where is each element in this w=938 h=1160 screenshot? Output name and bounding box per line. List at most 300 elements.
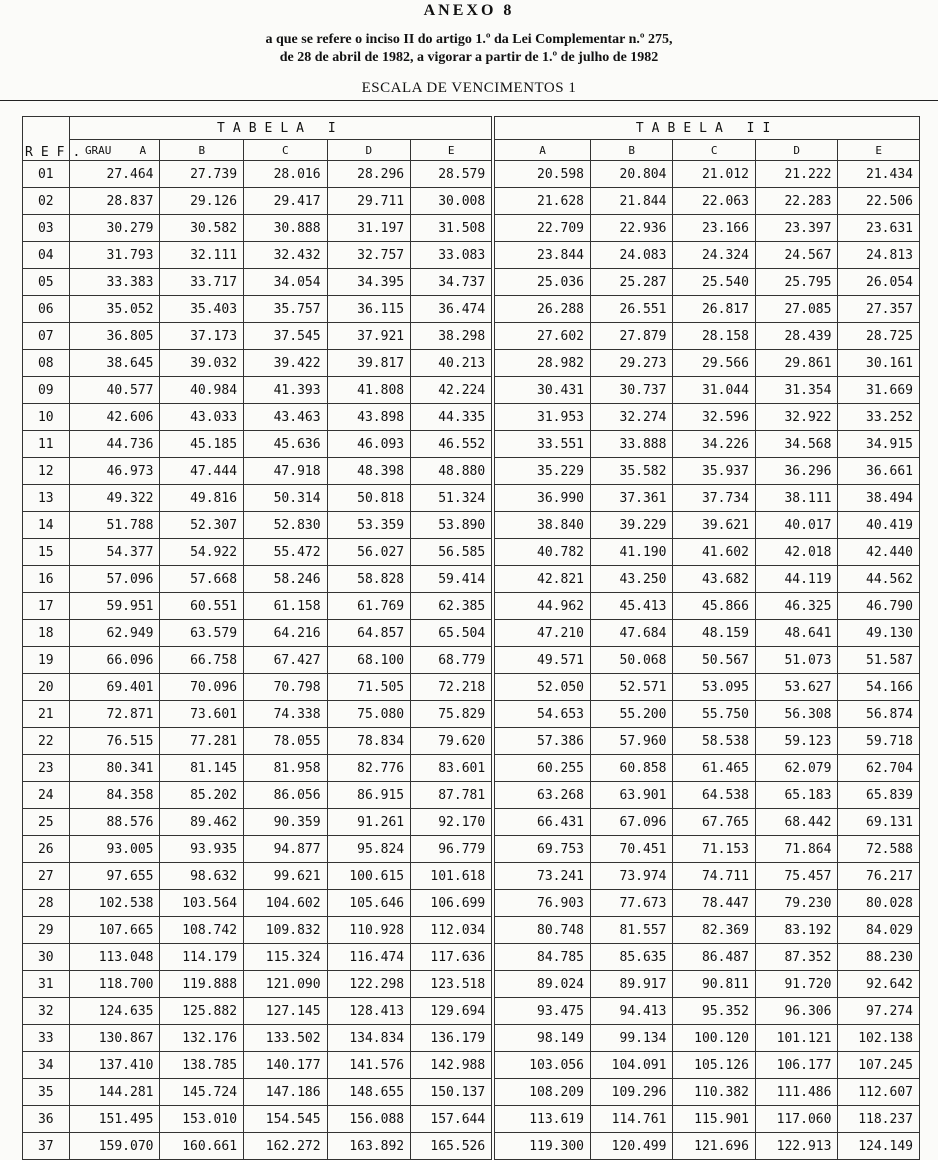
value-cell-t2-d: 21.222 — [755, 161, 837, 188]
table-row — [23, 1025, 920, 1052]
value-cell-t2-e: 97.274 — [838, 998, 920, 1025]
value-cell-t1-d: 148.655 — [327, 1079, 411, 1106]
ref-cell: 16 — [23, 566, 70, 593]
value-cell-t2-d: 122.913 — [755, 1133, 837, 1160]
value-cell-t1-c: 140.177 — [244, 1052, 328, 1079]
grau-label: GRAU — [84, 143, 112, 157]
value-cell-t2-d: 32.922 — [755, 404, 837, 431]
table-row — [23, 566, 920, 593]
escala-heading: ESCALA DE VENCIMENTOS 1 — [361, 80, 577, 96]
value-cell-t2-a: 69.753 — [493, 836, 590, 863]
value-cell-t1-e: 150.137 — [411, 1079, 494, 1106]
ref-cell: 02 — [23, 188, 70, 215]
value-cell-t2-c: 90.811 — [673, 971, 755, 998]
header-rule — [0, 100, 938, 101]
value-cell-t2-d: 83.192 — [755, 917, 837, 944]
value-cell-t1-c: 90.359 — [244, 809, 328, 836]
value-cell-t2-e: 22.506 — [838, 188, 920, 215]
value-cell-t1-a: 40.577 — [69, 377, 160, 404]
value-cell-t1-a: 72.871 — [69, 701, 160, 728]
value-cell-t2-d: 25.795 — [755, 269, 837, 296]
value-cell-t1-a: 159.070 — [69, 1133, 160, 1160]
value-cell-t1-c: 147.186 — [244, 1079, 328, 1106]
tabela-1-header: TABELA I — [69, 117, 493, 140]
value-cell-t1-b: 153.010 — [160, 1106, 244, 1133]
value-cell-t1-a: 31.793 — [69, 242, 160, 269]
value-cell-t1-d: 105.646 — [327, 890, 411, 917]
value-cell-t2-b: 21.844 — [590, 188, 672, 215]
ref-cell: 12 — [23, 458, 70, 485]
value-cell-t1-d: 50.818 — [327, 485, 411, 512]
table-row — [23, 674, 920, 701]
ref-cell: 21 — [23, 701, 70, 728]
value-cell-t2-d: 68.442 — [755, 809, 837, 836]
col-header-t1-b: B — [160, 140, 244, 161]
value-cell-t1-b: 70.096 — [160, 674, 244, 701]
value-cell-t2-d: 111.486 — [755, 1079, 837, 1106]
value-cell-t2-e: 44.562 — [838, 566, 920, 593]
value-cell-t1-c: 41.393 — [244, 377, 328, 404]
value-cell-t1-b: 89.462 — [160, 809, 244, 836]
value-cell-t2-d: 62.079 — [755, 755, 837, 782]
value-cell-t1-a: 38.645 — [69, 350, 160, 377]
value-cell-t1-c: 104.602 — [244, 890, 328, 917]
ref-cell: 03 — [23, 215, 70, 242]
value-cell-t2-c: 29.566 — [673, 350, 755, 377]
value-cell-t2-c: 71.153 — [673, 836, 755, 863]
value-cell-t1-a: 151.495 — [69, 1106, 160, 1133]
value-cell-t2-e: 27.357 — [838, 296, 920, 323]
value-cell-t2-e: 54.166 — [838, 674, 920, 701]
value-cell-t1-d: 134.834 — [327, 1025, 411, 1052]
value-cell-t2-d: 22.283 — [755, 188, 837, 215]
value-cell-t1-e: 59.414 — [411, 566, 494, 593]
ref-cell: 29 — [23, 917, 70, 944]
value-cell-t2-c: 110.382 — [673, 1079, 755, 1106]
value-cell-t2-a: 28.982 — [493, 350, 590, 377]
ref-cell: 06 — [23, 296, 70, 323]
value-cell-t1-c: 32.432 — [244, 242, 328, 269]
value-cell-t1-c: 37.545 — [244, 323, 328, 350]
value-cell-t2-c: 58.538 — [673, 728, 755, 755]
value-cell-t1-a: 118.700 — [69, 971, 160, 998]
table-row — [23, 161, 920, 188]
value-cell-t1-a: 62.949 — [69, 620, 160, 647]
value-cell-t1-b: 81.145 — [160, 755, 244, 782]
value-cell-t1-d: 78.834 — [327, 728, 411, 755]
value-cell-t2-c: 39.621 — [673, 512, 755, 539]
value-cell-t1-b: 33.717 — [160, 269, 244, 296]
value-cell-t1-b: 47.444 — [160, 458, 244, 485]
value-cell-t2-d: 42.018 — [755, 539, 837, 566]
value-cell-t1-e: 65.504 — [411, 620, 494, 647]
value-cell-t1-a: 59.951 — [69, 593, 160, 620]
value-cell-t1-d: 75.080 — [327, 701, 411, 728]
value-cell-t1-c: 64.216 — [244, 620, 328, 647]
value-cell-t2-e: 46.790 — [838, 593, 920, 620]
value-cell-t1-e: 165.526 — [411, 1133, 494, 1160]
value-cell-t2-b: 50.068 — [590, 647, 672, 674]
value-cell-t1-a: 54.377 — [69, 539, 160, 566]
value-cell-t2-e: 80.028 — [838, 890, 920, 917]
table-row — [23, 863, 920, 890]
value-cell-t1-d: 41.808 — [327, 377, 411, 404]
value-cell-t2-d: 75.457 — [755, 863, 837, 890]
value-cell-t1-e: 62.385 — [411, 593, 494, 620]
value-cell-t1-b: 119.888 — [160, 971, 244, 998]
value-cell-t1-a: 76.515 — [69, 728, 160, 755]
ref-cell: 37 — [23, 1133, 70, 1160]
value-cell-t2-d: 51.073 — [755, 647, 837, 674]
value-cell-t2-d: 48.641 — [755, 620, 837, 647]
value-cell-t2-d: 40.017 — [755, 512, 837, 539]
value-cell-t1-e: 157.644 — [411, 1106, 494, 1133]
value-cell-t1-d: 31.197 — [327, 215, 411, 242]
value-cell-t1-b: 77.281 — [160, 728, 244, 755]
tabela-2-header: TABELA II — [493, 117, 919, 140]
value-cell-t2-a: 103.056 — [493, 1052, 590, 1079]
value-cell-t2-e: 62.704 — [838, 755, 920, 782]
value-cell-t2-d: 36.296 — [755, 458, 837, 485]
value-cell-t2-e: 76.217 — [838, 863, 920, 890]
value-cell-t2-b: 47.684 — [590, 620, 672, 647]
value-cell-t1-e: 51.324 — [411, 485, 494, 512]
value-cell-t2-c: 86.487 — [673, 944, 755, 971]
table-row — [23, 512, 920, 539]
value-cell-t1-e: 33.083 — [411, 242, 494, 269]
value-cell-t1-e: 117.636 — [411, 944, 494, 971]
ref-cell: 13 — [23, 485, 70, 512]
value-cell-t2-c: 82.369 — [673, 917, 755, 944]
value-cell-t2-a: 20.598 — [493, 161, 590, 188]
value-cell-t2-d: 87.352 — [755, 944, 837, 971]
ref-cell: 05 — [23, 269, 70, 296]
value-cell-t1-a: 84.358 — [69, 782, 160, 809]
table-row — [23, 1052, 920, 1079]
col-header-t2-b: B — [590, 140, 672, 161]
value-cell-t1-d: 56.027 — [327, 539, 411, 566]
value-cell-t1-a: 124.635 — [69, 998, 160, 1025]
value-cell-t1-c: 127.145 — [244, 998, 328, 1025]
value-cell-t2-c: 121.696 — [673, 1133, 755, 1160]
value-cell-t1-b: 93.935 — [160, 836, 244, 863]
value-cell-t2-a: 63.268 — [493, 782, 590, 809]
value-cell-t1-e: 101.618 — [411, 863, 494, 890]
value-cell-t1-c: 133.502 — [244, 1025, 328, 1052]
table-row — [23, 1133, 920, 1160]
value-cell-t2-a: 113.619 — [493, 1106, 590, 1133]
col-header-t1-d: D — [327, 140, 411, 161]
value-cell-t1-d: 156.088 — [327, 1106, 411, 1133]
value-cell-t1-d: 39.817 — [327, 350, 411, 377]
value-cell-t1-c: 45.636 — [244, 431, 328, 458]
value-cell-t1-a: 30.279 — [69, 215, 160, 242]
value-cell-t1-b: 73.601 — [160, 701, 244, 728]
value-cell-t2-a: 21.628 — [493, 188, 590, 215]
value-cell-t2-a: 26.288 — [493, 296, 590, 323]
value-cell-t1-c: 61.158 — [244, 593, 328, 620]
value-cell-t2-c: 28.158 — [673, 323, 755, 350]
value-cell-t1-b: 29.126 — [160, 188, 244, 215]
ref-cell: 09 — [23, 377, 70, 404]
value-cell-t2-b: 29.273 — [590, 350, 672, 377]
value-cell-t2-b: 77.673 — [590, 890, 672, 917]
value-cell-t2-a: 36.990 — [493, 485, 590, 512]
ref-cell: 36 — [23, 1106, 70, 1133]
value-cell-t2-a: 25.036 — [493, 269, 590, 296]
value-cell-t2-e: 31.669 — [838, 377, 920, 404]
value-cell-t1-a: 57.096 — [69, 566, 160, 593]
value-cell-t1-a: 35.052 — [69, 296, 160, 323]
col-header-t2-e: E — [838, 140, 920, 161]
value-cell-t2-d: 65.183 — [755, 782, 837, 809]
value-cell-t2-c: 50.567 — [673, 647, 755, 674]
value-cell-t2-a: 42.821 — [493, 566, 590, 593]
value-cell-t1-c: 81.958 — [244, 755, 328, 782]
col-header-t2-d: D — [755, 140, 837, 161]
value-cell-t2-a: 27.602 — [493, 323, 590, 350]
value-cell-t1-c: 52.830 — [244, 512, 328, 539]
value-cell-t1-e: 87.781 — [411, 782, 494, 809]
ref-cell: 24 — [23, 782, 70, 809]
value-cell-t2-d: 34.568 — [755, 431, 837, 458]
value-cell-t2-e: 33.252 — [838, 404, 920, 431]
value-cell-t1-b: 138.785 — [160, 1052, 244, 1079]
value-cell-t2-b: 120.499 — [590, 1133, 672, 1160]
value-cell-t2-d: 24.567 — [755, 242, 837, 269]
value-cell-t2-d: 96.306 — [755, 998, 837, 1025]
value-cell-t1-c: 94.877 — [244, 836, 328, 863]
value-cell-t1-c: 34.054 — [244, 269, 328, 296]
ref-cell: 31 — [23, 971, 70, 998]
ref-cell: 18 — [23, 620, 70, 647]
value-cell-t1-d: 64.857 — [327, 620, 411, 647]
value-cell-t1-d: 36.115 — [327, 296, 411, 323]
ref-cell: 33 — [23, 1025, 70, 1052]
value-cell-t2-d: 59.123 — [755, 728, 837, 755]
value-cell-t1-b: 108.742 — [160, 917, 244, 944]
table-row — [23, 890, 920, 917]
value-cell-t2-a: 66.431 — [493, 809, 590, 836]
table-row — [23, 755, 920, 782]
value-cell-t2-e: 69.131 — [838, 809, 920, 836]
value-cell-t1-b: 43.033 — [160, 404, 244, 431]
value-cell-t1-c: 28.016 — [244, 161, 328, 188]
value-cell-t1-c: 70.798 — [244, 674, 328, 701]
value-cell-t1-e: 106.699 — [411, 890, 494, 917]
value-cell-t2-b: 109.296 — [590, 1079, 672, 1106]
value-cell-t2-d: 44.119 — [755, 566, 837, 593]
value-cell-t1-a: 42.606 — [69, 404, 160, 431]
value-cell-t1-d: 43.898 — [327, 404, 411, 431]
value-cell-t1-d: 28.296 — [327, 161, 411, 188]
table-group-header-row — [23, 117, 920, 140]
value-cell-t1-a: 144.281 — [69, 1079, 160, 1106]
value-cell-t2-b: 43.250 — [590, 566, 672, 593]
value-cell-t2-d: 79.230 — [755, 890, 837, 917]
value-cell-t2-e: 56.874 — [838, 701, 920, 728]
value-cell-t2-a: 38.840 — [493, 512, 590, 539]
value-cell-t1-d: 34.395 — [327, 269, 411, 296]
value-cell-t1-d: 163.892 — [327, 1133, 411, 1160]
ref-header: REF. — [23, 117, 70, 161]
value-cell-t2-b: 22.936 — [590, 215, 672, 242]
table-row — [23, 1106, 920, 1133]
value-cell-t1-c: 121.090 — [244, 971, 328, 998]
value-cell-t2-e: 28.725 — [838, 323, 920, 350]
value-cell-t1-c: 115.324 — [244, 944, 328, 971]
value-cell-t1-d: 68.100 — [327, 647, 411, 674]
value-cell-t2-a: 76.903 — [493, 890, 590, 917]
value-cell-t1-a: 66.096 — [69, 647, 160, 674]
value-cell-t1-e: 46.552 — [411, 431, 494, 458]
value-cell-t2-d: 27.085 — [755, 296, 837, 323]
value-cell-t2-b: 52.571 — [590, 674, 672, 701]
value-cell-t2-a: 52.050 — [493, 674, 590, 701]
ref-cell: 25 — [23, 809, 70, 836]
value-cell-t1-a: 46.973 — [69, 458, 160, 485]
value-cell-t1-c: 58.246 — [244, 566, 328, 593]
value-cell-t2-a: 35.229 — [493, 458, 590, 485]
value-cell-t2-d: 56.308 — [755, 701, 837, 728]
value-cell-t1-e: 123.518 — [411, 971, 494, 998]
value-cell-t1-a: 69.401 — [69, 674, 160, 701]
value-cell-t2-b: 35.582 — [590, 458, 672, 485]
value-cell-t1-e: 72.218 — [411, 674, 494, 701]
value-cell-t1-a: 93.005 — [69, 836, 160, 863]
value-cell-t2-b: 41.190 — [590, 539, 672, 566]
ref-cell: 15 — [23, 539, 70, 566]
value-cell-t1-a: 80.341 — [69, 755, 160, 782]
value-cell-t1-c: 29.417 — [244, 188, 328, 215]
value-cell-t2-e: 40.419 — [838, 512, 920, 539]
value-cell-t1-e: 28.579 — [411, 161, 494, 188]
value-cell-t2-e: 112.607 — [838, 1079, 920, 1106]
value-cell-t2-a: 47.210 — [493, 620, 590, 647]
value-cell-t2-a: 33.551 — [493, 431, 590, 458]
value-cell-t2-e: 59.718 — [838, 728, 920, 755]
value-cell-t1-c: 47.918 — [244, 458, 328, 485]
ref-cell: 35 — [23, 1079, 70, 1106]
value-cell-t2-a: 40.782 — [493, 539, 590, 566]
value-cell-t1-d: 48.398 — [327, 458, 411, 485]
value-cell-t2-b: 55.200 — [590, 701, 672, 728]
value-cell-t2-a: 84.785 — [493, 944, 590, 971]
value-cell-t1-e: 36.474 — [411, 296, 494, 323]
value-cell-t2-d: 28.439 — [755, 323, 837, 350]
value-cell-t1-d: 110.928 — [327, 917, 411, 944]
value-cell-t1-a: 88.576 — [69, 809, 160, 836]
value-cell-t1-a: 97.655 — [69, 863, 160, 890]
value-cell-t1-b: 132.176 — [160, 1025, 244, 1052]
value-cell-t2-a: 108.209 — [493, 1079, 590, 1106]
value-cell-t2-b: 24.083 — [590, 242, 672, 269]
value-cell-t2-c: 64.538 — [673, 782, 755, 809]
value-cell-t1-b: 57.668 — [160, 566, 244, 593]
value-cell-t2-a: 98.149 — [493, 1025, 590, 1052]
col-header-t2-c: C — [673, 140, 755, 161]
value-cell-t2-e: 124.149 — [838, 1133, 920, 1160]
value-cell-t1-b: 49.816 — [160, 485, 244, 512]
value-cell-t1-e: 38.298 — [411, 323, 494, 350]
value-cell-t1-e: 112.034 — [411, 917, 494, 944]
table-row — [23, 647, 920, 674]
value-cell-t2-c: 45.866 — [673, 593, 755, 620]
table-row — [23, 1079, 920, 1106]
table-row — [23, 809, 920, 836]
value-cell-t2-e: 23.631 — [838, 215, 920, 242]
table-row — [23, 215, 920, 242]
ref-cell: 22 — [23, 728, 70, 755]
value-cell-t2-e: 30.161 — [838, 350, 920, 377]
ref-cell: 19 — [23, 647, 70, 674]
value-cell-t1-d: 116.474 — [327, 944, 411, 971]
value-cell-t1-b: 125.882 — [160, 998, 244, 1025]
value-cell-t2-d: 117.060 — [755, 1106, 837, 1133]
value-cell-t1-e: 129.694 — [411, 998, 494, 1025]
value-cell-t2-c: 55.750 — [673, 701, 755, 728]
value-cell-t1-e: 34.737 — [411, 269, 494, 296]
value-cell-t2-a: 119.300 — [493, 1133, 590, 1160]
value-cell-t2-e: 26.054 — [838, 269, 920, 296]
table-row — [23, 458, 920, 485]
value-cell-t2-c: 35.937 — [673, 458, 755, 485]
value-cell-t2-e: 65.839 — [838, 782, 920, 809]
value-cell-t1-c: 162.272 — [244, 1133, 328, 1160]
value-cell-t2-b: 99.134 — [590, 1025, 672, 1052]
table-row — [23, 242, 920, 269]
table-row — [23, 701, 920, 728]
salary-table — [22, 116, 920, 1160]
value-cell-t1-d: 29.711 — [327, 188, 411, 215]
value-cell-t2-d: 38.111 — [755, 485, 837, 512]
value-cell-t1-b: 85.202 — [160, 782, 244, 809]
value-cell-t1-b: 40.984 — [160, 377, 244, 404]
value-cell-t2-d: 101.121 — [755, 1025, 837, 1052]
table-row — [23, 188, 920, 215]
table-row — [23, 404, 920, 431]
value-cell-t2-b: 32.274 — [590, 404, 672, 431]
table-row — [23, 431, 920, 458]
value-cell-t2-e: 21.434 — [838, 161, 920, 188]
value-cell-t2-c: 95.352 — [673, 998, 755, 1025]
value-cell-t2-b: 89.917 — [590, 971, 672, 998]
value-cell-t1-e: 48.880 — [411, 458, 494, 485]
value-cell-t2-c: 24.324 — [673, 242, 755, 269]
value-cell-t1-b: 98.632 — [160, 863, 244, 890]
value-cell-t2-c: 41.602 — [673, 539, 755, 566]
value-cell-t1-e: 56.585 — [411, 539, 494, 566]
value-cell-t1-c: 109.832 — [244, 917, 328, 944]
value-cell-t1-e: 79.620 — [411, 728, 494, 755]
value-cell-t1-a: 130.867 — [69, 1025, 160, 1052]
value-cell-t1-c: 39.422 — [244, 350, 328, 377]
value-cell-t1-c: 74.338 — [244, 701, 328, 728]
value-cell-t2-e: 42.440 — [838, 539, 920, 566]
table-row — [23, 296, 920, 323]
ref-cell: 04 — [23, 242, 70, 269]
table-row — [23, 998, 920, 1025]
value-cell-t1-e: 68.779 — [411, 647, 494, 674]
value-cell-t2-d: 46.325 — [755, 593, 837, 620]
value-cell-t1-e: 30.008 — [411, 188, 494, 215]
value-cell-t2-e: 34.915 — [838, 431, 920, 458]
value-cell-t2-c: 34.226 — [673, 431, 755, 458]
value-cell-t1-b: 63.579 — [160, 620, 244, 647]
value-cell-t1-d: 61.769 — [327, 593, 411, 620]
value-cell-t1-a: 28.837 — [69, 188, 160, 215]
value-cell-t2-c: 22.063 — [673, 188, 755, 215]
